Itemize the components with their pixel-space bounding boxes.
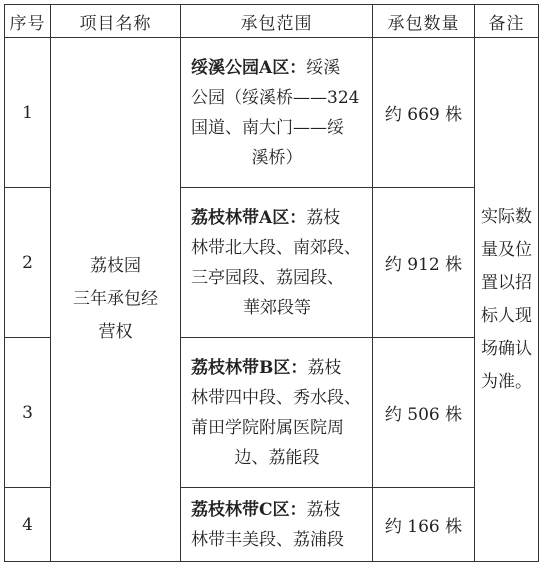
scope-text: 公园（绥溪桥——324	[191, 88, 360, 108]
note-line: 置以招	[481, 272, 532, 293]
scope-text: 林带北大段、南郊段、	[191, 238, 361, 258]
scope-text: 边、荔能段	[234, 448, 320, 468]
header-row	[5, 5, 539, 38]
project-name-line: 三年承包经	[73, 289, 158, 309]
scope-text: 莆田学院附属医院周	[191, 418, 344, 438]
header-no: 序号	[5, 5, 51, 38]
scope-text: 溪桥）	[251, 148, 303, 168]
scope-text: 林带四中段、秀水段、	[191, 388, 361, 408]
header-scope: 承包范围	[181, 5, 373, 38]
scope-text: 绥溪	[306, 58, 341, 78]
scope-text: 国道、南大门——绥	[191, 118, 344, 138]
header-project-name: 项目名称	[51, 5, 181, 38]
quantity-cell: 约 506 株	[373, 338, 475, 488]
row-number: 2	[5, 188, 51, 338]
scope-text: 三亭园段、荔园段、	[191, 268, 344, 288]
project-name-cell	[51, 38, 181, 562]
note-line: 标人现	[481, 305, 532, 326]
scope-title: 荔枝林带A区：	[191, 208, 307, 228]
quantity-cell: 约 912 株	[373, 188, 475, 338]
row-number: 4	[5, 488, 51, 562]
quantity-cell: 约 166 株	[373, 488, 475, 562]
scope-text: 林带丰美段、荔浦段	[191, 530, 344, 550]
scope-text: 荔枝	[306, 500, 341, 520]
scope-cell	[181, 488, 373, 562]
scope-text: 華郊段等	[243, 298, 311, 318]
scope-text: 荔枝	[306, 208, 341, 228]
note-line: 实际数	[481, 206, 532, 227]
project-name-line: 荔枝园	[90, 256, 141, 276]
note-line: 为准。	[481, 371, 532, 392]
scope-title: 荔枝林带C区：	[191, 500, 307, 520]
note-cell	[475, 38, 539, 562]
scope-title: 荔枝林带B区：	[191, 358, 308, 378]
header-quantity: 承包数量	[373, 5, 475, 38]
scope-cell	[181, 38, 373, 188]
scope-cell	[181, 338, 373, 488]
contract-table	[4, 4, 539, 562]
scope-title: 绥溪公园A区：	[191, 58, 307, 78]
project-name-line: 营权	[98, 322, 133, 342]
note-line: 场确认	[481, 338, 532, 359]
scope-cell	[181, 188, 373, 338]
header-note: 备注	[475, 5, 539, 38]
row-number: 3	[5, 338, 51, 488]
quantity-cell: 约 669 株	[373, 38, 475, 188]
row-number: 1	[5, 38, 51, 188]
note-line: 量及位	[481, 239, 532, 260]
scope-text: 荔枝	[307, 358, 342, 378]
table-row	[5, 38, 539, 188]
